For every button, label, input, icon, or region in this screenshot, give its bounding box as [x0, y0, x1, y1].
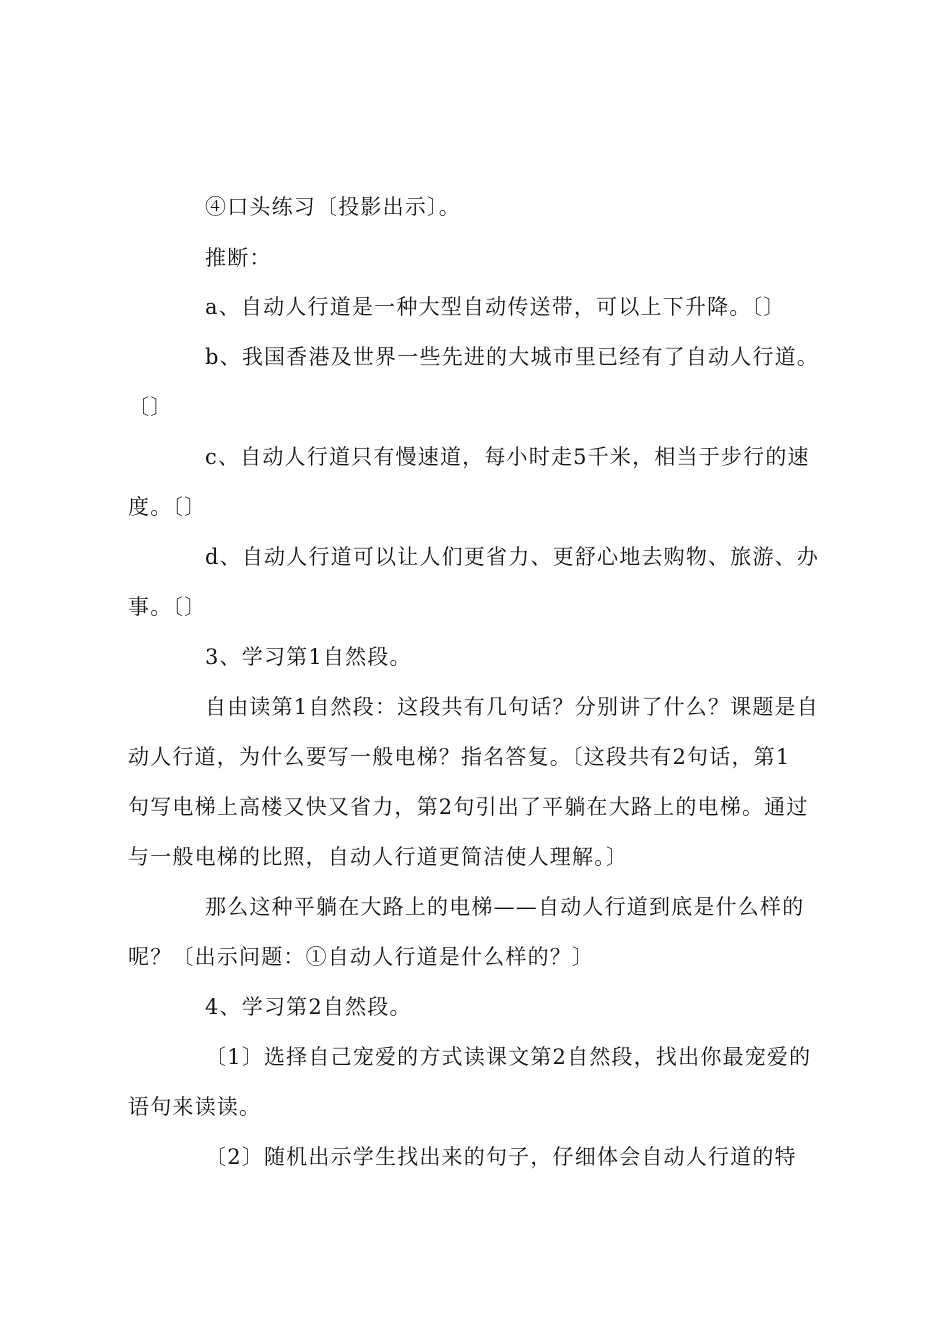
paragraph-line: 〔2〕随机出示学生找出来的句子，仔细体会自动人行道的特 [205, 1145, 797, 1169]
paragraph-line: 与一般电梯的比照，自动人行道更简洁使人理解。〕 [128, 845, 629, 869]
paragraph-line: 句写电梯上高楼又快又省力，第2句引出了平躺在大路上的电梯。通过 [128, 795, 809, 819]
paragraph-line: 动人行道，为什么要写一般电梯？指名答复。〔这段共有2句话，第1 [128, 745, 791, 769]
paragraph-line: 语句来读读。 [128, 1095, 262, 1119]
paragraph-line: 那么这种平躺在大路上的电梯——自动人行道到底是什么样的 [205, 895, 805, 919]
judgment-item-c-cont: 度。〔〕 [128, 495, 207, 519]
paragraph-line: 自由读第1自然段：这段共有几句话？分别讲了什么？课题是自 [205, 695, 819, 719]
judgment-item-a: a、自动人行道是一种大型自动传送带，可以上下升降。〔〕 [205, 295, 786, 319]
section-heading-3: 3、学习第1自然段。 [205, 645, 412, 669]
judgment-item-d: d、自动人行道可以让人们更省力、更舒心地去购物、旅游、办 [205, 545, 820, 569]
paragraph-line: 〔1〕选择自己宠爱的方式读课文第2自然段，找出你最宠爱的 [205, 1045, 812, 1069]
oral-practice-heading: ④口头练习〔投影出示〕。 [205, 195, 461, 219]
judgment-item-b: b、我国香港及世界一些先进的大城市里已经有了自动人行道。 [205, 345, 820, 369]
judgment-item-d-cont: 事。〔〕 [128, 595, 207, 619]
judgment-item-c: c、自动人行道只有慢速道，每小时走5千米，相当于步行的速 [205, 445, 810, 469]
judgment-label: 推断： [205, 246, 272, 270]
section-heading-4: 4、学习第2自然段。 [205, 995, 412, 1019]
paragraph-line: 呢？〔出示问题：①自动人行道是什么样的？〕 [128, 945, 595, 969]
judgment-item-b-cont: 〔〕 [128, 395, 173, 419]
